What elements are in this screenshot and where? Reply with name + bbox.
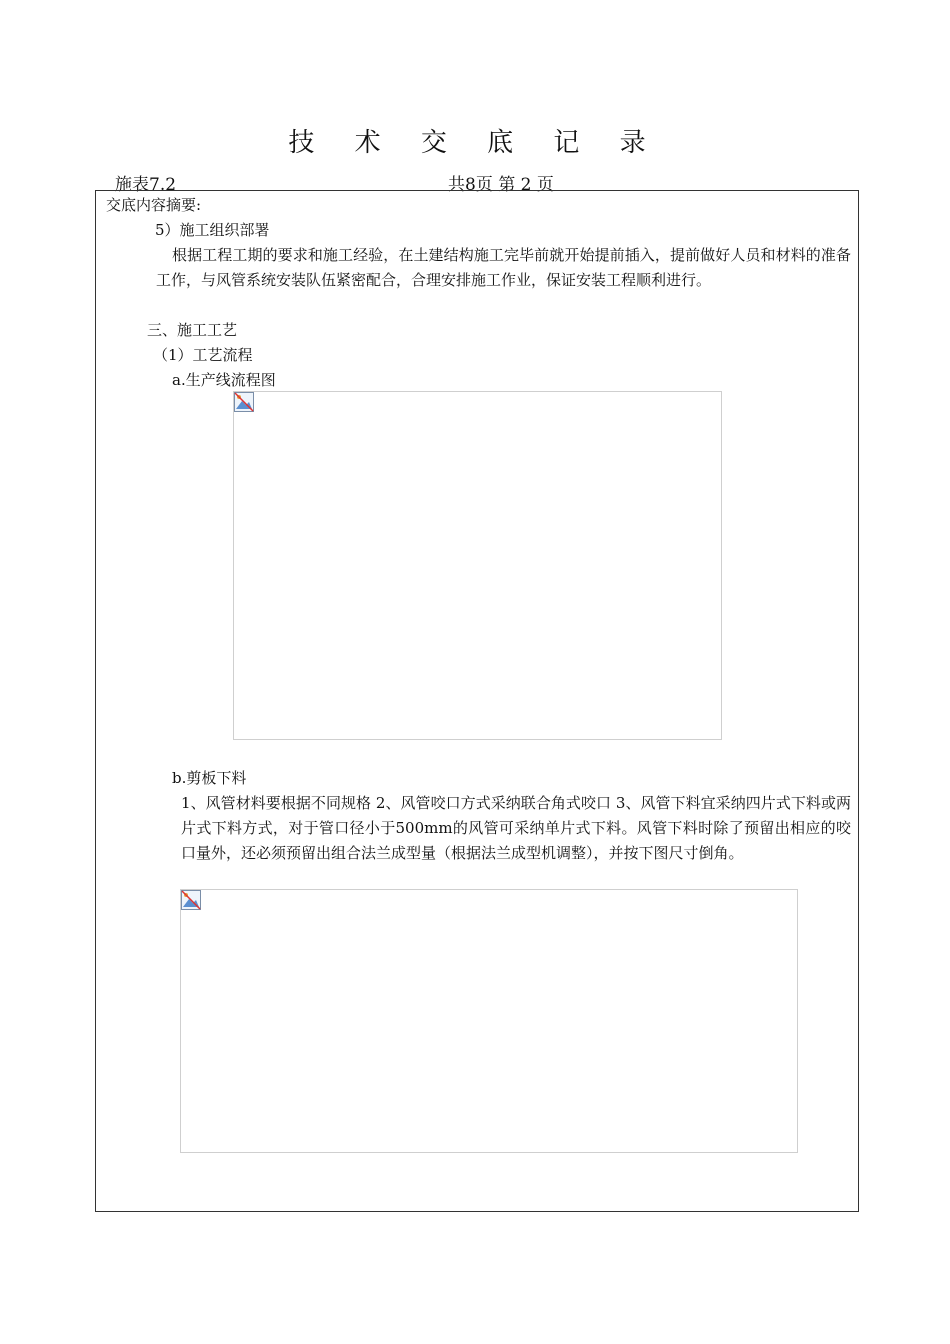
flowchart-heading: a.生产线流程图 [172, 371, 276, 389]
broken-image-icon [181, 890, 201, 910]
summary-label: 交底内容摘要: [106, 196, 202, 214]
flowchart-image [233, 391, 722, 740]
item5-paragraph: 根据工程工期的要求和施工经验，在土建结构施工完毕前就开始提前插入，提前做好人员和材料的准备工作，与风管系统安装队伍紧密配合，合理安排施工作业，保证安装工程顺利进行。 [156, 246, 851, 289]
form-number: 施表7.2 [115, 175, 177, 195]
sub1-heading: （1）工艺流程 [153, 346, 253, 364]
cutting-paragraph: 1、风管材料要根据不同规格 2、风管咬口方式采纳联合角式咬口 3、风管下料宜采纳四片式下料或两片式下料方式，对于管口径小于500mm的风管可采纳单片式下料。风管下料时除了预留出相应的咬口量外，还必须预留出组合法兰成型量（根据法兰成型机调整），并按下图尺寸倒角。 [181, 794, 851, 862]
page-info: 共8页 第 2 页 [448, 175, 554, 195]
broken-image-icon [234, 392, 254, 412]
document-title: 技 术 交 底 记 录 [288, 128, 662, 158]
item5-heading: 5）施工组织部署 [155, 221, 270, 239]
section3-heading: 三、施工工艺 [147, 321, 238, 339]
chamfer-dimension-image [180, 889, 798, 1153]
cutting-heading: b.剪板下料 [172, 769, 247, 787]
